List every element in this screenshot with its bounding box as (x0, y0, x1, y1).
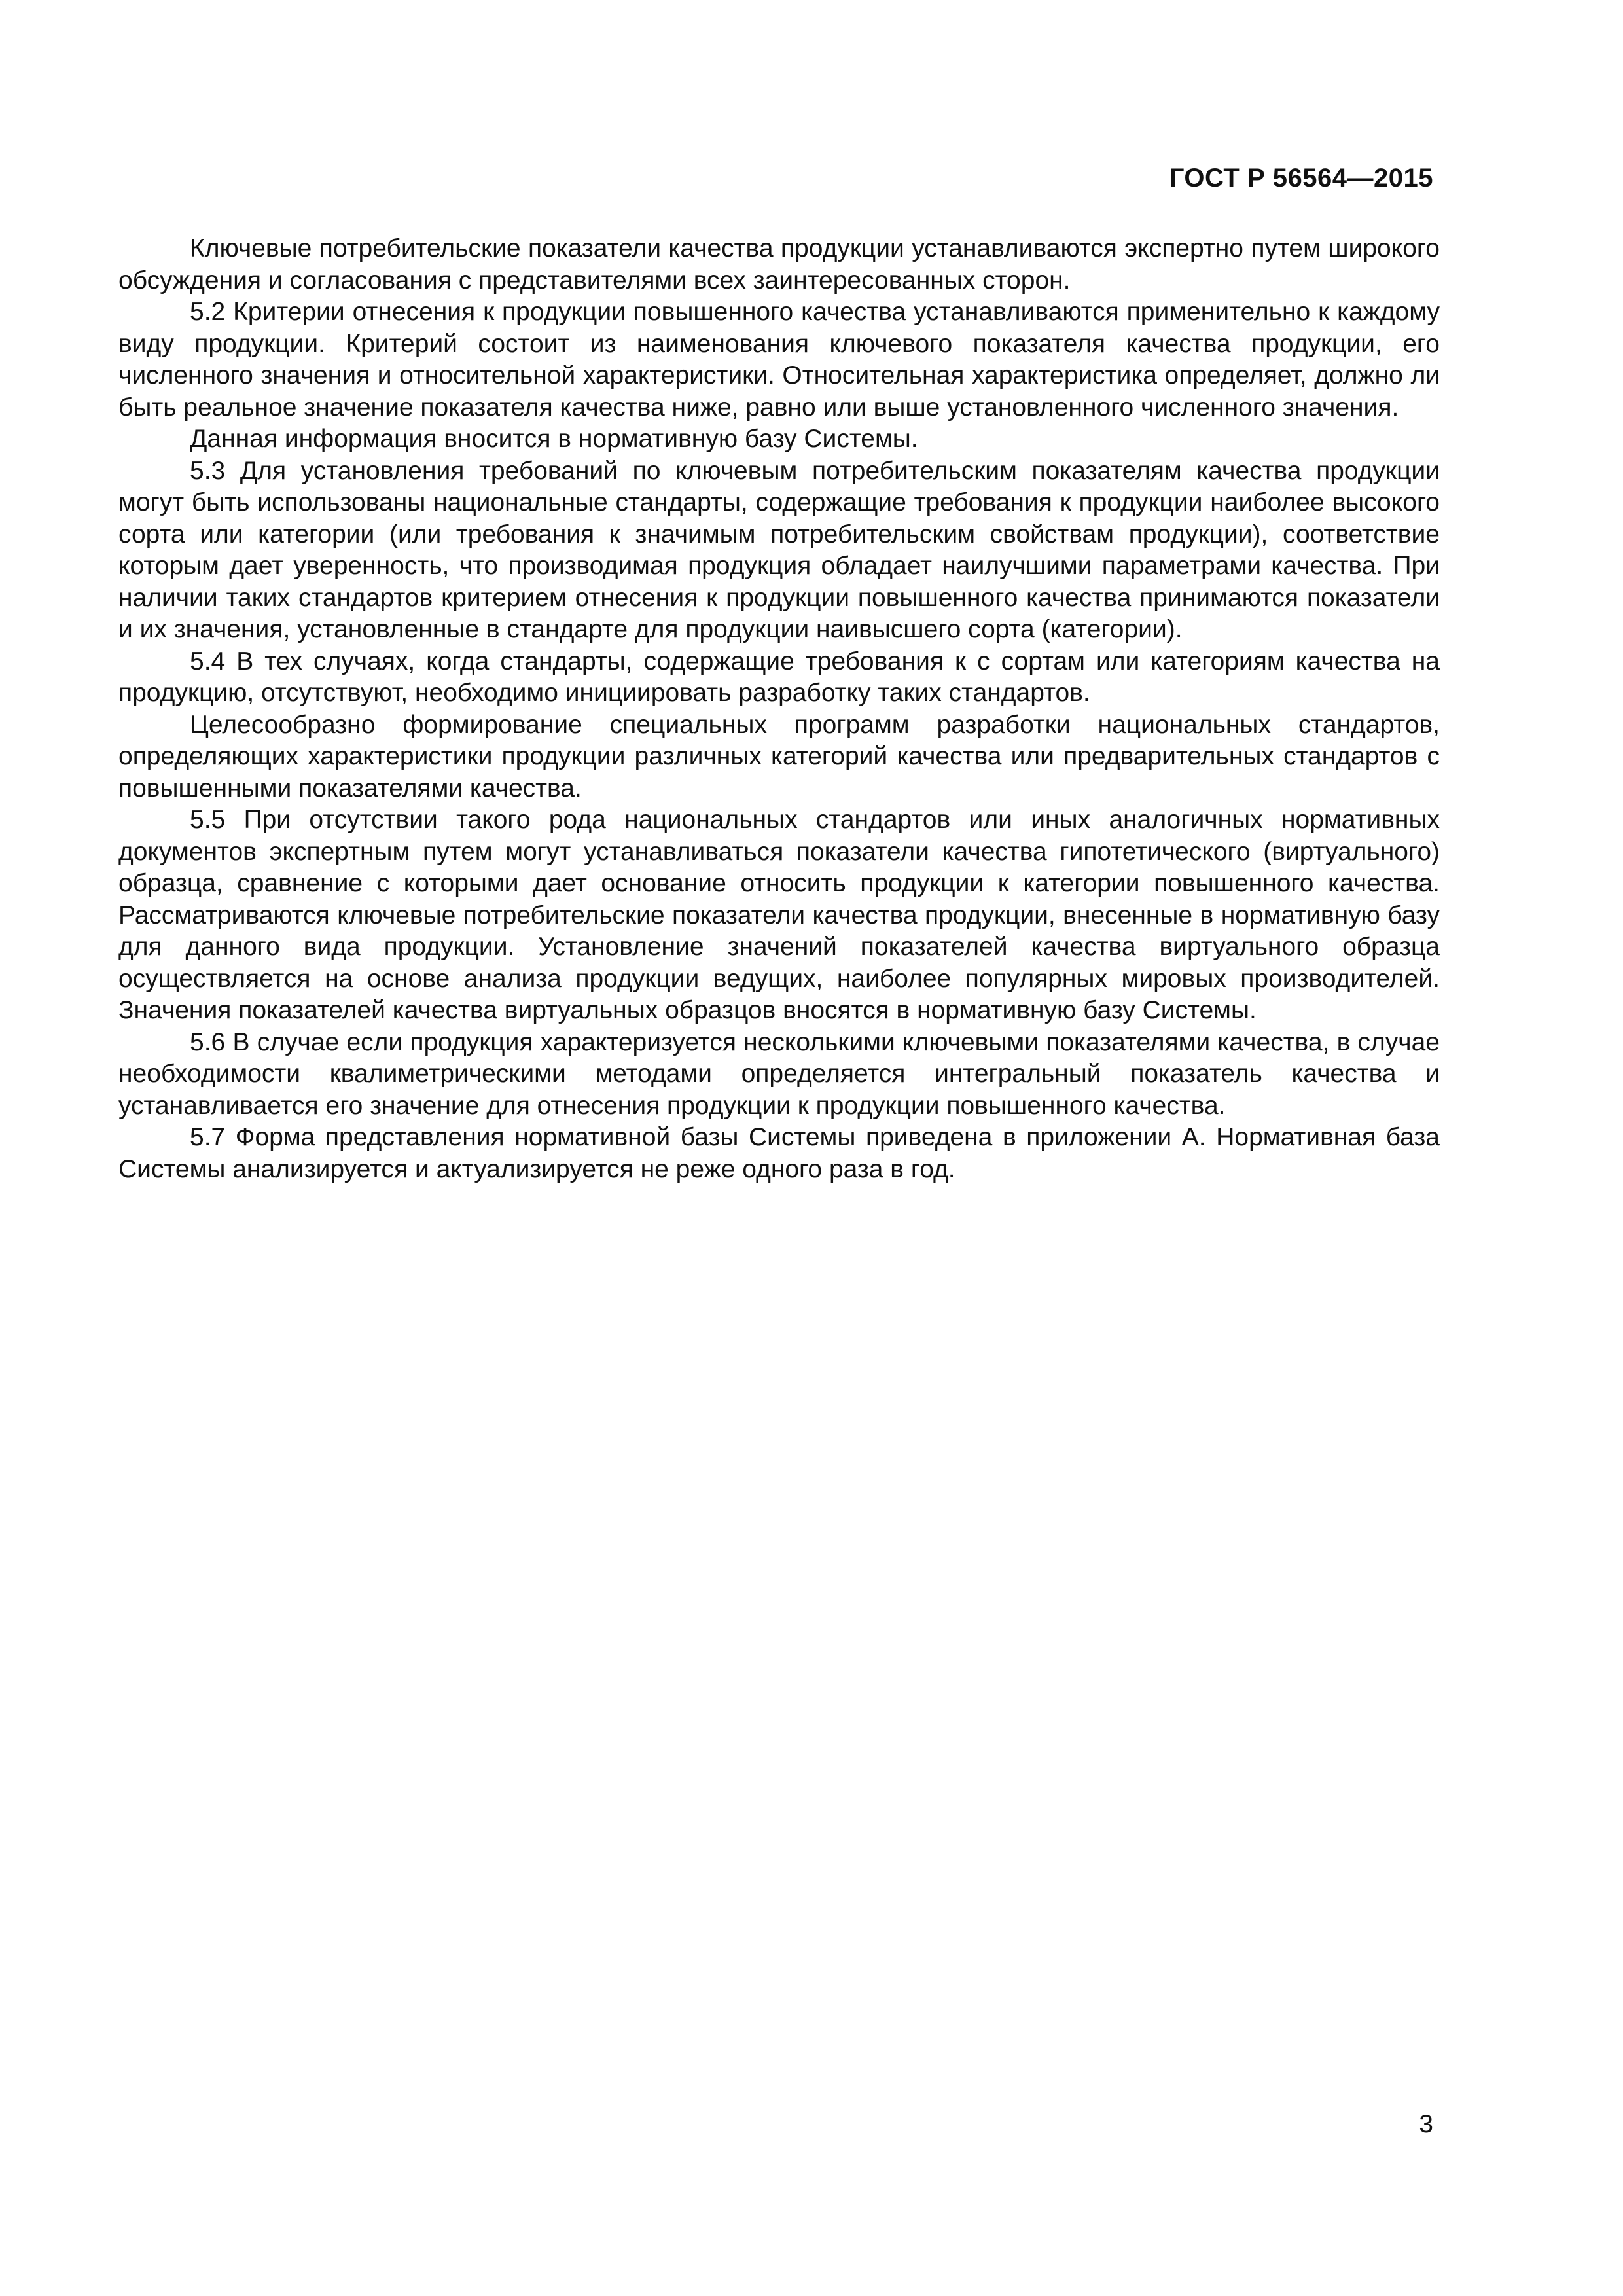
paragraph-5-2-note: Данная информация вносится в нормативную базу Системы. (190, 425, 918, 453)
paragraph-5-3: 5.3 Для установления требований по ключевым потребительским показателям качества продукции могут быть использованы национальные стандарты, содержащие требования к продукции наиболее высокого сорта или категории (или требования к значимым потребительским свойствам продукции), соответствие которым дает уверенность, что производимая продукция обладает наилучшими параметрами качества. При наличии таких стандартов критерием отнесения к продукции повышенного качества принимаются показатели и их значения, установленные в стандарте для продукции наивысшего сорта (категории). (118, 456, 1440, 643)
document-body (118, 233, 1440, 1185)
paragraph-5-4-note: Целесообразно формирование специальных программ разработки национальных стандартов, определяющих характеристики продукции различных категорий качества или предварительных стандартов с повышенными показателями качества. (118, 710, 1440, 802)
paragraph-5-2: 5.2 Критерии отнесения к продукции повышенного качества устанавливаются применительно к каждому виду продукции. Критерий состоит из наименования ключевого показателя качества продукции, его численного значения и относительной характеристики. Относительная характеристика определяет, должно ли быть реальное значение показателя качества ниже, равно или выше установленного численного значения. (118, 298, 1440, 422)
page-number: 3 (1419, 2110, 1433, 2138)
document-code-header: ГОСТ Р 56564—2015 (1169, 164, 1433, 192)
paragraph-5-6: 5.6 В случае если продукция характеризуется несколькими ключевыми показателями качества, в случае необходимости квалиметрическими методами определяется интегральный показатель качества и устанавливается его значение для отнесения продукции к продукции повышенного качества. (118, 1028, 1440, 1120)
paragraph-5-4: 5.4 В тех случаях, когда стандарты, содержащие требования к с сортам или категориям качества на продукцию, отсутствуют, необходимо инициировать разработку таких стандартов. (118, 647, 1440, 707)
paragraph-5-5: 5.5 При отсутствии такого рода национальных стандартов или иных аналогичных нормативных документов экспертным путем могут устанавливаться показатели качества гипотетического (виртуального) образца, сравнение с которыми дает основание относить продукции к категории повышенного качества. Рассматриваются ключевые потребительские показатели качества продукции, внесенные в нормативную базу для данного вида продукции. Установление значений показателей качества виртуального образца осуществляется на основе анализа продукции ведущих, наиболее популярных мировых производителей. Значения показателей качества виртуальных образцов вносятся в нормативную базу Системы. (118, 806, 1440, 1024)
paragraph-5-7: 5.7 Форма представления нормативной базы Системы приведена в приложении А. Нормативная база Системы анализируется и актуализируется не реже одного раза в год. (118, 1123, 1440, 1183)
paragraph-key-indicators: Ключевые потребительские показатели качества продукции устанавливаются экспертно путем широкого обсуждения и согласования с представителями всех заинтересованных сторон. (118, 234, 1440, 295)
